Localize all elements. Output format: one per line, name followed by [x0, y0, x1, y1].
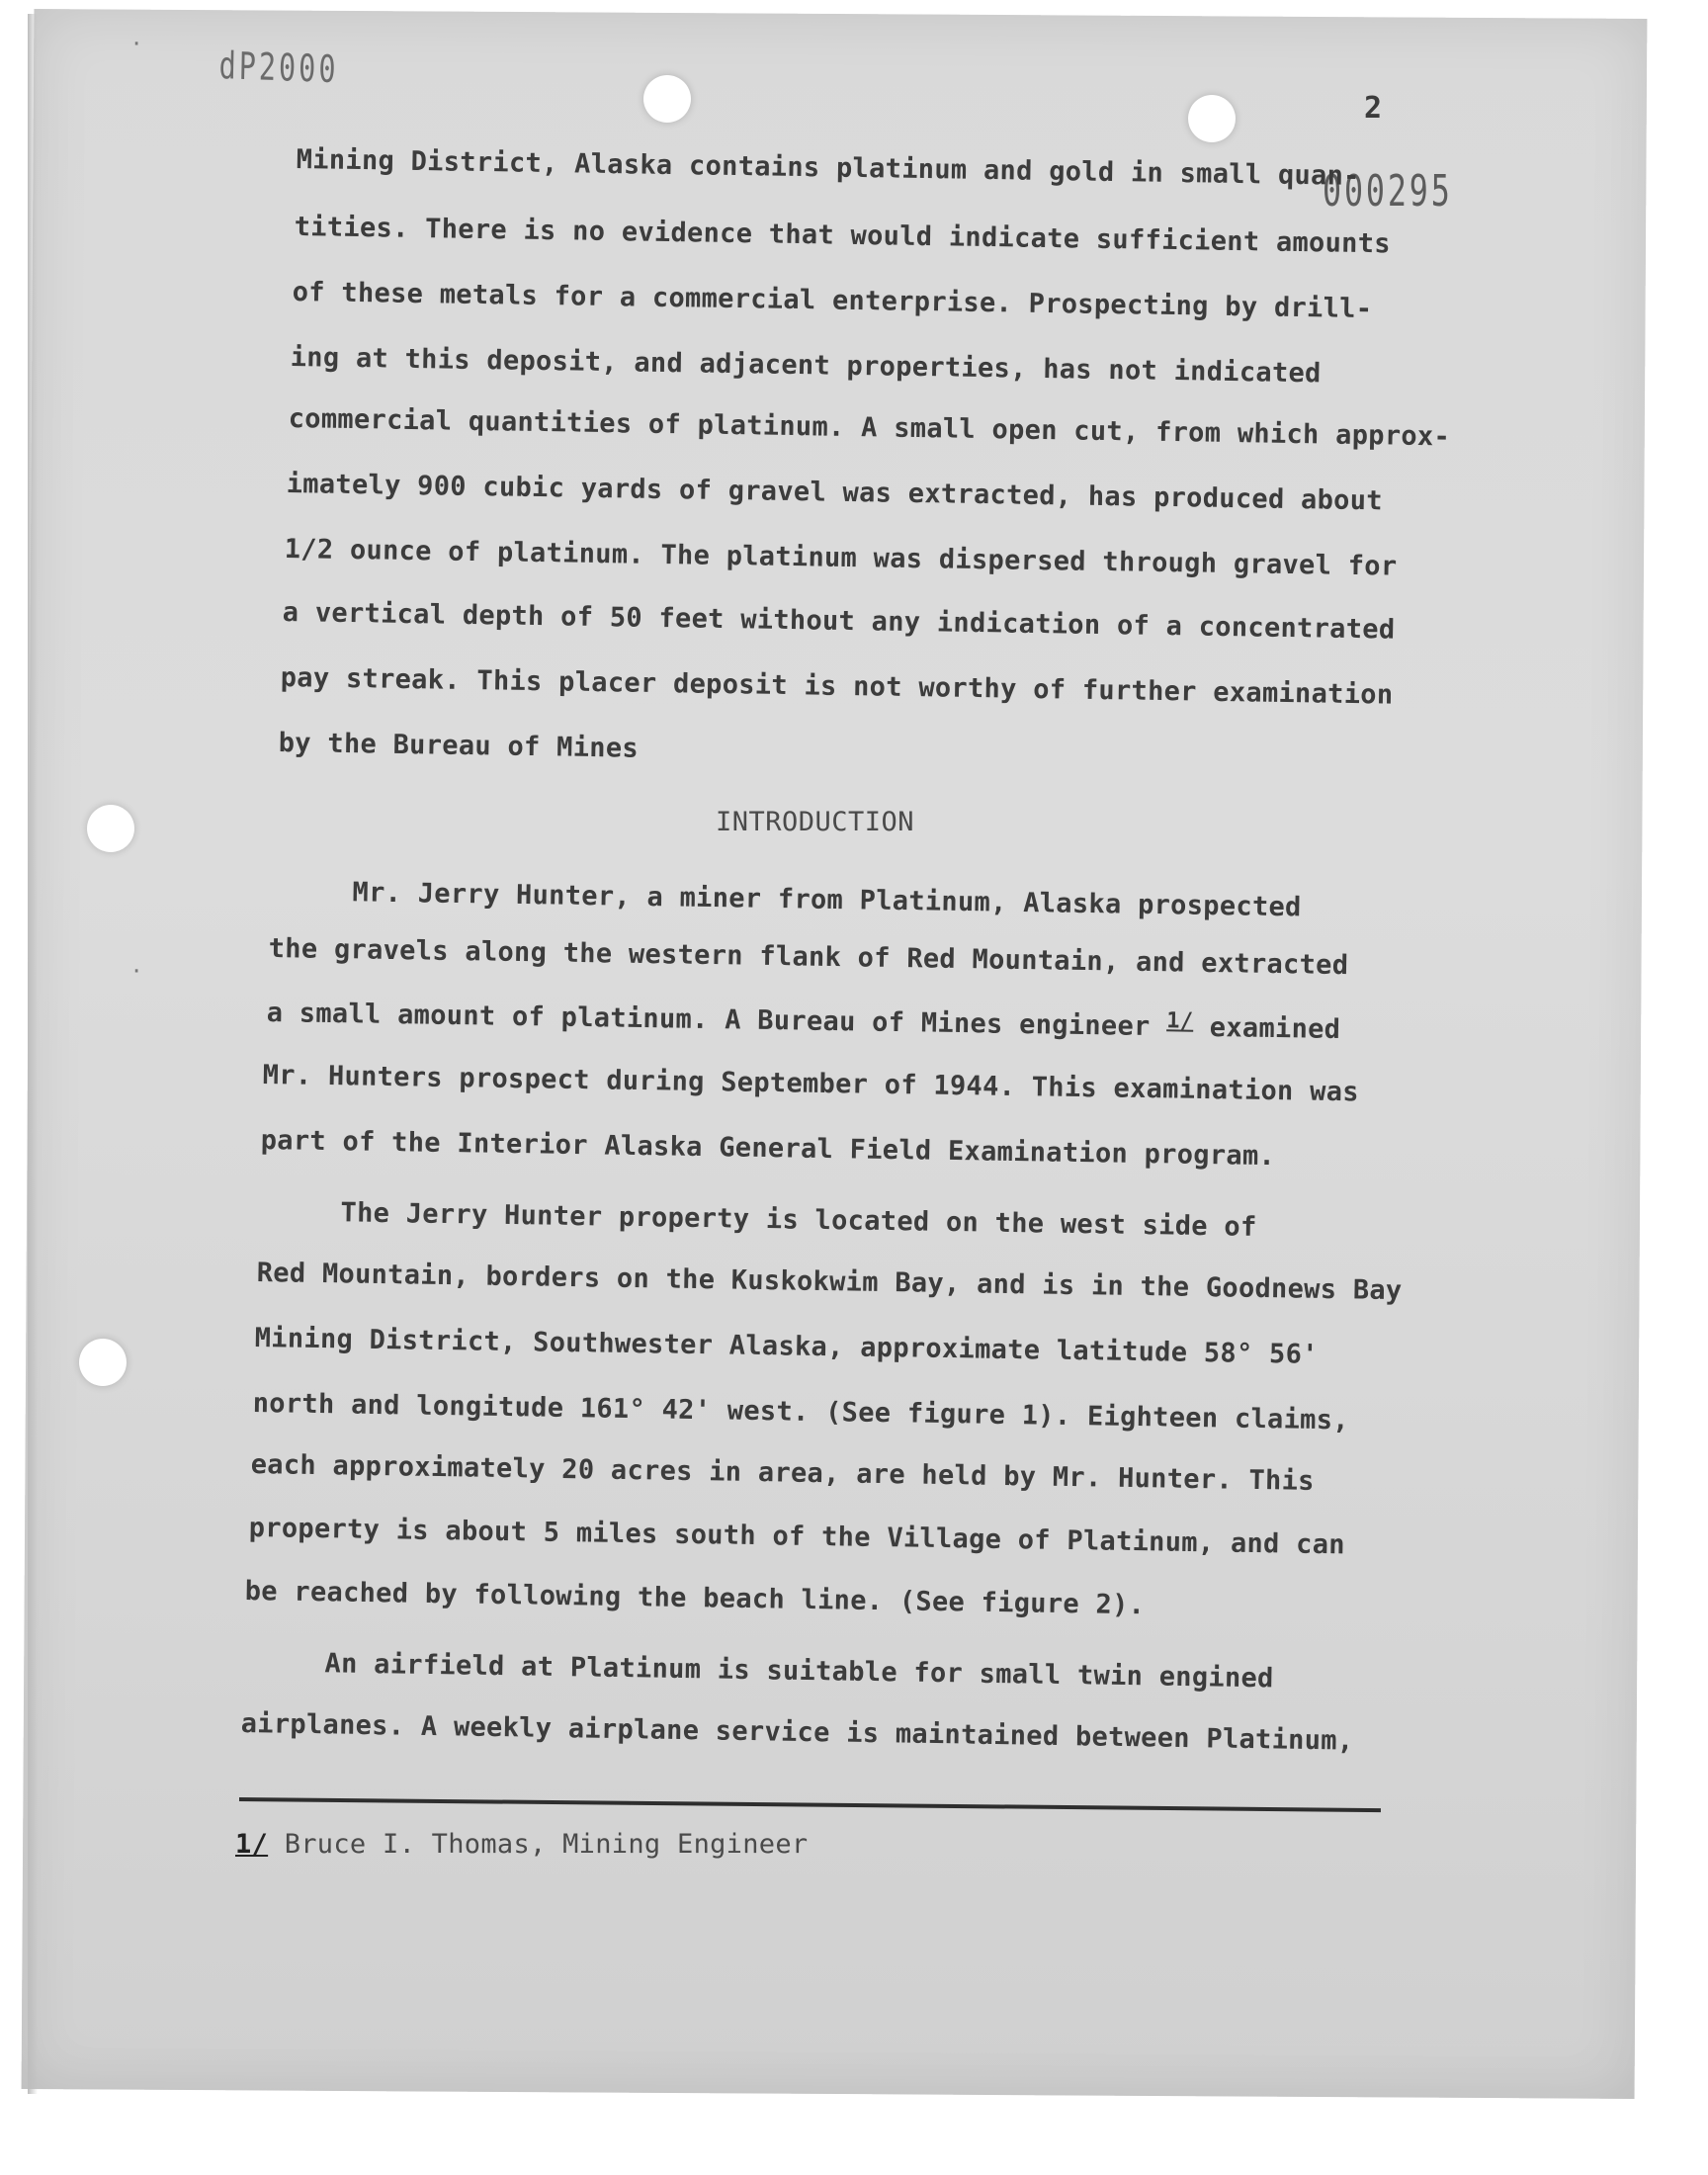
body-line: Mining District, Southwester Alaska, approximate latitude 58° 56' [254, 1323, 1319, 1370]
paper-sheet [22, 9, 1648, 2099]
body-line: Mr. Jerry Hunter, a miner from Platinum, Alaska prospected [270, 876, 1302, 923]
punch-hole-left-middle [87, 805, 134, 852]
body-line: part of the Interior Alaska General Field Examination program. [260, 1125, 1276, 1173]
body-line: tities. There is no evidence that would indicate sufficient amounts [294, 212, 1392, 260]
footnote-text: Bruce I. Thomas, Mining Engineer [284, 1829, 809, 1860]
body-line: a vertical depth of 50 feet without any indication of a concentrated [282, 597, 1396, 646]
body-line: pay streak. This placer deposit is not worthy of further examination [280, 662, 1394, 711]
body-line: Mr. Hunters prospect during September of 1944. This examination was [262, 1060, 1360, 1108]
scan-speck: · [132, 957, 141, 987]
body-line: 1/2 ounce of platinum. The platinum was dispersed through gravel for [284, 534, 1398, 582]
footnote-marker: 1/ [235, 1829, 269, 1860]
body-line: the gravels along the western flank of Red Mountain, and extracted [268, 933, 1349, 982]
body-line: north and longitude 161° 42' west. (See figure 1). Eighteen claims, [252, 1388, 1350, 1436]
paper-edge [28, 14, 38, 2094]
body-line: be reached by following the beach line. (See figure 2). [244, 1576, 1146, 1621]
body-line: ing at this deposit, and adjacent properties, has not indicated [290, 342, 1322, 390]
body-line: An airfield at Platinum is suitable for small twin engined [242, 1647, 1274, 1695]
body-line: property is about 5 miles south of the Village of Platinum, and can [248, 1513, 1346, 1561]
body-line: airplanes. A weekly airplane service is maintained between Platinum, [240, 1708, 1354, 1757]
body-line: each approximately 20 acres in area, are held by Mr. Hunter. This [250, 1449, 1315, 1497]
punch-hole-top-right [1188, 95, 1236, 142]
body-line-tail: examined [1209, 1011, 1341, 1046]
body-line-text: a small amount of platinum. A Bureau of Mines engineer [266, 997, 1151, 1043]
body-line: commercial quantities of platinum. A small open cut, from which approx- [288, 403, 1451, 453]
body-line: Mining District, Alaska contains platinum and gold in small quan- [296, 144, 1360, 192]
scan-speck: · [132, 30, 141, 59]
footnote [235, 1829, 808, 1860]
page-number: 2 [1364, 91, 1383, 126]
document-stamp-right: 000295 [1323, 166, 1453, 217]
footnote-reference: 1/ [1166, 1008, 1194, 1034]
body-line: of these metals for a commercial enterprise. Prospecting by drill- [292, 277, 1373, 325]
body-line: Red Mountain, borders on the Kuskokwim Bay, and is in the Goodnews Bay [256, 1258, 1403, 1307]
section-heading: INTRODUCTION [716, 807, 915, 837]
punch-hole-top-left [643, 75, 691, 123]
document-stamp-top: dP2000 [218, 44, 339, 92]
punch-hole-left-lower [79, 1339, 127, 1386]
body-line: imately 900 cubic yards of gravel was extracted, has produced about [286, 469, 1384, 517]
body-line: The Jerry Hunter property is located on the west side of [258, 1196, 1257, 1243]
body-line: by the Bureau of Mines [278, 728, 640, 764]
